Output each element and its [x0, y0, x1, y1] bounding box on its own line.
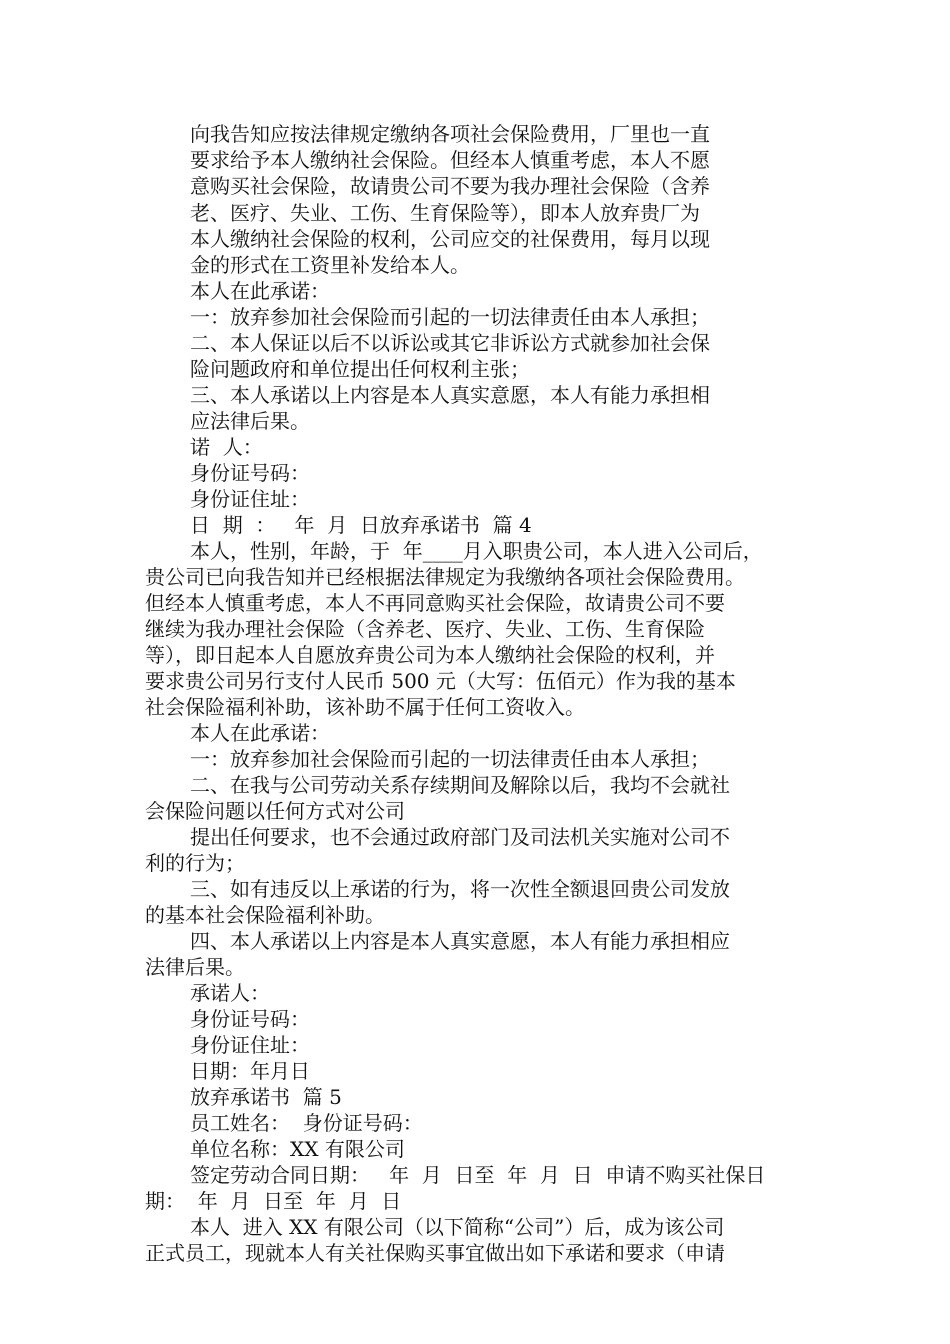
text-line: 本人 进入 XX 有限公司（以下简称“公司”）后，成为该公司: [190, 1215, 725, 1239]
text-line: 身份证号码：: [190, 1007, 310, 1031]
text-line: 正式员工，现就本人有关社保购买事宜做出如下承诺和要求（申请: [145, 1241, 725, 1265]
text-line: 三、本人承诺以上内容是本人真实意愿，本人有能力承担相: [190, 383, 710, 407]
text-line: 身份证住址：: [190, 487, 310, 511]
text-line: 等），即日起本人自愿放弃贵公司为本人缴纳社会保险的权利，并: [145, 643, 715, 667]
heading-line: 日 期 ： 年 月 日放弃承诺书 篇 4: [190, 513, 532, 537]
text-line: 意购买社会保险，故请贵公司不要为我办理社会保险（含养: [190, 174, 710, 198]
text-line: 但经本人慎重考虑，本人不再同意购买社会保险，故请贵公司不要: [145, 591, 725, 615]
text-line: 提出任何要求，也不会通过政府部门及司法机关实施对公司不: [190, 825, 730, 849]
text-line: 会保险问题以任何方式对公司: [145, 799, 405, 823]
text-line: 本人在此承诺：: [190, 721, 330, 745]
text-line: 向我告知应按法律规定缴纳各项社会保险费用，厂里也一直: [190, 122, 710, 146]
text-line: 诺 人：: [190, 435, 263, 459]
text-line: 一：放弃参加社会保险而引起的一切法律责任由本人承担；: [190, 305, 710, 329]
text-line: 四、本人承诺以上内容是本人真实意愿，本人有能力承担相应: [190, 929, 730, 953]
text-line: 老、医疗、失业、工伤、生育保险等），即本人放弃贵厂为: [190, 201, 700, 225]
text-line: 本人，性别，年龄，于 年____月入职贵公司，本人进入公司后，: [190, 539, 763, 563]
text-line: 一：放弃参加社会保险而引起的一切法律责任由本人承担；: [190, 747, 710, 771]
text-line: 应法律后果。: [190, 409, 310, 433]
text-line: 继续为我办理社会保险（含养老、医疗、失业、工伤、生育保险: [145, 617, 705, 641]
text-line: 法律后果。: [145, 955, 245, 979]
text-line: 的基本社会保险福利补助。: [145, 903, 385, 927]
text-line: 本人在此承诺：: [190, 279, 330, 303]
text-line: 身份证号码：: [190, 461, 310, 485]
text-line: 贵公司已向我告知并已经根据法律规定为我缴纳各项社会保险费用。: [145, 565, 745, 589]
text-line: 三、如有违反以上承诺的行为，将一次性全额退回贵公司发放: [190, 877, 730, 901]
text-line: 要求贵公司另行支付人民币 500 元（大写：伍佰元）作为我的基本: [145, 669, 736, 693]
text-line: 二、本人保证以后不以诉讼或其它非诉讼方式就参加社会保: [190, 331, 710, 355]
text-line: 期： 年 月 日至 年 月 日: [145, 1189, 402, 1213]
text-line: 要求给予本人缴纳社会保险。但经本人慎重考虑，本人不愿: [190, 148, 710, 172]
text-line: 日期：年月日: [190, 1059, 310, 1083]
text-line: 二、在我与公司劳动关系存续期间及解除以后，我均不会就社: [190, 773, 730, 797]
text-line: 单位名称：XX 有限公司: [190, 1137, 405, 1161]
text-line: 社会保险福利补助，该补助不属于任何工资收入。: [145, 695, 585, 719]
text-line: 签定劳动合同日期： 年 月 日至 年 月 日 申请不购买社保日: [190, 1163, 766, 1187]
text-line: 本人缴纳社会保险的权利，公司应交的社保费用，每月以现: [190, 227, 710, 251]
text-line: 利的行为；: [145, 851, 245, 875]
text-line: 员工姓名： 身份证号码：: [190, 1111, 423, 1135]
text-line: 身份证住址：: [190, 1033, 310, 1057]
heading-line: 放弃承诺书 篇 5: [190, 1085, 342, 1109]
text-line: 承诺人：: [190, 981, 270, 1005]
text-line: 险问题政府和单位提出任何权利主张；: [190, 357, 530, 381]
text-line: 金的形式在工资里补发给本人。: [190, 253, 470, 277]
